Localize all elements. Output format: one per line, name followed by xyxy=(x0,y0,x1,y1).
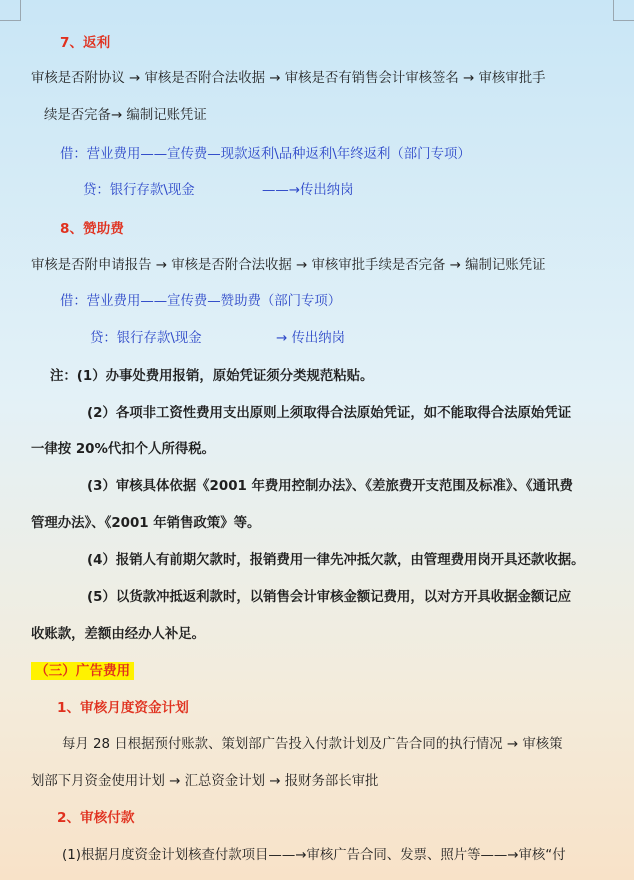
note-2-line-1: (2）各项非工资性费用支出原则上须取得合法原始凭证，如不能取得合法原始凭证 xyxy=(87,406,572,421)
section-7-flow-line-2: 续是否完备→ 编制记账凭证 xyxy=(44,108,207,123)
note-5-line-1: (5）以货款冲抵返利款时，以销售会计审核金额记费用，以对方开具收据金额记应 xyxy=(87,590,572,605)
section-3-heading-text: （三）广告费用 xyxy=(31,662,134,680)
note-3-line-2: 管理办法》、《2001 年销售政策》等。 xyxy=(31,516,261,531)
subsection-1-line-1: 每月 28 日根据预付账款、策划部广告投入付款计划及广告合同的执行情况 → 审核策 xyxy=(62,737,563,752)
section-8-flow-line: 审核是否附申请报告 → 审核是否附合法收据 → 审核审批手续是否完备 → 编制记账凭证 xyxy=(31,258,546,273)
section-8-debit-entry: 借：营业费用——宣传费—赞助费（部门专项） xyxy=(60,294,342,309)
note-3-line-1: (3）审核具体依据《2001 年费用控制办法》、《差旅费开支范围及标准》、《通讯费 xyxy=(87,479,573,494)
section-8-credit-action: → 传出纳岗 xyxy=(276,331,346,346)
section-7-heading: 7、返利 xyxy=(60,35,111,51)
subsection-2-line-1: (1)根据月度资金计划核查付款项目——→审核广告合同、发票、照片等——→审核“付 xyxy=(62,848,566,863)
section-3-heading xyxy=(31,661,134,681)
section-7-credit-account: 贷：银行存款\现金 xyxy=(83,183,195,198)
section-7-debit-entry: 借：营业费用——宣传费—现款返利\品种返利\年终返利（部门专项） xyxy=(60,147,471,162)
note-1: 注：(1）办事处费用报销，原始凭证须分类规范粘贴。 xyxy=(50,369,374,384)
section-8-credit-account: 贷：银行存款\现金 xyxy=(90,331,202,346)
page-corner-mark xyxy=(613,0,634,21)
note-2-line-2: 一律按 20%代扣个人所得税。 xyxy=(31,442,216,457)
note-5-line-2: 收账款，差额由经办人补足。 xyxy=(31,627,206,642)
section-7-credit-action: ——→传出纳岗 xyxy=(262,183,354,198)
page-corner-mark xyxy=(0,0,21,21)
subsection-1-line-2: 划部下月资金使用计划 → 汇总资金计划 → 报财务部长审批 xyxy=(31,774,379,789)
section-7-flow-line-1: 审核是否附协议 → 审核是否附合法收据 → 审核是否有销售会计审核签名 → 审核审批手 xyxy=(31,71,546,86)
subsection-2-heading: 2、审核付款 xyxy=(57,810,135,826)
subsection-1-heading: 1、审核月度资金计划 xyxy=(57,700,189,716)
section-8-heading: 8、赞助费 xyxy=(60,221,124,237)
note-4: (4）报销人有前期欠款时，报销费用一律先冲抵欠款，由管理费用岗开具还款收据。 xyxy=(87,553,585,568)
